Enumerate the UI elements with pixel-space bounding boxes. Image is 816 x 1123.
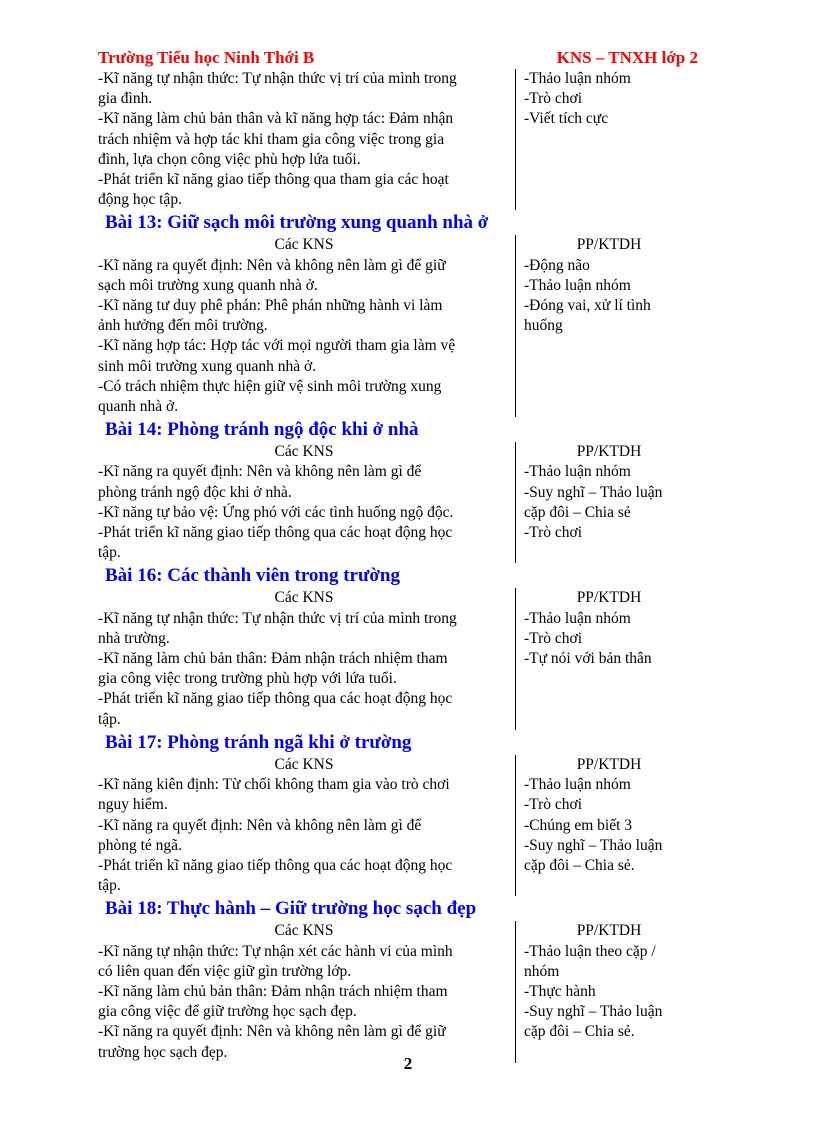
text-line: -Kĩ năng tự nhận thức: Tự nhận thức vị trí của mình trong [98, 70, 457, 87]
methods-column [516, 755, 694, 896]
text-line: quanh nhà ở. [98, 398, 179, 416]
text-line: gia đình. [98, 90, 153, 108]
text-line: cặp đôi – Chia sẻ. [524, 1023, 635, 1041]
text-line: sạch môi trường xung quanh nhà ở. [98, 276, 318, 294]
lesson-title: Bài 14: Phòng tránh ngộ độc khi ở nhà [105, 419, 419, 441]
lesson-section [98, 210, 708, 417]
text-line: -Động não [524, 256, 590, 274]
lesson-table-row [98, 755, 708, 896]
text-line: -Kĩ năng ra quyết định: Nên và không nên làm gì để giữ [98, 256, 446, 274]
text-line: cặp đôi – Chia sẻ. [524, 856, 635, 874]
methods-header: PP/KTDH [576, 755, 642, 773]
text-line: -Kĩ năng ra quyết định: Nên và không nên làm gì để [98, 463, 422, 481]
text-line: đình, lựa chọn công việc phù hợp lứa tuổi. [98, 150, 361, 168]
text-line: phòng té ngã. [98, 836, 182, 854]
text-line: huống [524, 317, 563, 335]
lesson-section [98, 730, 708, 896]
lesson-table-row [98, 588, 708, 729]
methods-header: PP/KTDH [576, 236, 642, 254]
text-line: -Kĩ năng ra quyết định: Nên và không nên làm gì để [98, 816, 422, 834]
methods-column [516, 588, 694, 729]
skills-header: Các KNS [274, 443, 334, 461]
text-line: động học tập. [98, 191, 182, 209]
skills-column [98, 921, 516, 1062]
skills-column [98, 235, 516, 417]
text-line: tập. [98, 544, 121, 562]
lesson-table-row [98, 442, 708, 563]
skills-header: Các KNS [274, 236, 334, 254]
skills-header: Các KNS [274, 922, 334, 940]
text-line: -Kĩ năng làm chủ bản thân: Đảm nhận trách nhiệm tham [98, 982, 448, 1000]
text-line: -Kĩ năng kiên định: Từ chối không tham gia vào trò chơi [98, 776, 450, 794]
text-line: -Trò chơi [524, 796, 583, 814]
text-line: -Kĩ năng làm chủ bản thân: Đảm nhận trách nhiệm tham [98, 650, 448, 668]
page-number: 2 [403, 1054, 413, 1073]
methods-header: PP/KTDH [576, 922, 642, 940]
text-line: phòng tránh ngộ độc khi ở nhà. [98, 483, 292, 501]
lesson-section [98, 417, 708, 563]
text-line: -Chúng em biết 3 [524, 816, 633, 834]
text-line: -Thảo luận nhóm [524, 776, 631, 794]
lesson-section [98, 563, 708, 729]
methods-column [516, 235, 694, 417]
text-line: -Kĩ năng làm chủ bản thân và kĩ năng hợp tác: Đảm nhận [98, 110, 454, 128]
methods-column [516, 921, 694, 1062]
lesson-table-row [98, 921, 708, 1062]
text-line: -Phát triển kĩ năng giao tiếp thông qua các hoạt động học [98, 690, 453, 708]
text-line: -Đóng vai, xử lí tình [524, 297, 651, 315]
methods-header: PP/KTDH [576, 589, 642, 607]
page-header [98, 47, 708, 69]
text-line: cặp đôi – Chia sẻ [524, 503, 631, 521]
skills-column [98, 755, 516, 896]
skills-header: Các KNS [274, 755, 334, 773]
skills-column [98, 69, 516, 210]
text-line: -Phát triển kĩ năng giao tiếp thông qua các hoạt động học [98, 856, 453, 874]
lesson-title: Bài 18: Thực hành – Giữ trường học sạch đẹp [105, 898, 477, 920]
lesson-title: Bài 13: Giữ sạch môi trường xung quanh nhà ở [105, 212, 489, 234]
text-line: -Kĩ năng tư duy phê phán: Phê phán những hành vi làm [98, 297, 443, 315]
text-line: -Kĩ năng tự bảo vệ: Ứng phó với các tình huống ngộ độc. [98, 503, 454, 521]
text-line: -Viết tích cực [524, 110, 609, 128]
text-line: -Suy nghĩ – Thảo luận [524, 483, 663, 501]
text-line: -Phát triển kĩ năng giao tiếp thông qua tham gia các hoạt [98, 171, 449, 189]
subject-label: KNS – TNXH lớp 2 [556, 48, 698, 67]
text-line: có liên quan đến việc giữ gìn trường lớp. [98, 962, 352, 980]
document-page [98, 47, 708, 1063]
text-line: -Tự nói với bản thân [524, 650, 652, 668]
school-name: Trường Tiểu học Ninh Thới B [98, 48, 315, 67]
text-line: nguy hiểm. [98, 796, 168, 814]
text-line: -Kĩ năng ra quyết định: Nên và không nên làm gì để giữ [98, 1023, 446, 1041]
text-line: nhóm [524, 962, 560, 980]
text-line: -Suy nghĩ – Thảo luận [524, 836, 663, 854]
lesson-section [98, 896, 708, 1062]
text-line: -Kĩ năng tự nhận thức: Tự nhận thức vị trí của mình trong [98, 609, 457, 627]
text-line: gia công việc trong trường phù hợp với lứa tuổi. [98, 670, 397, 688]
lesson-sections [98, 210, 708, 1062]
skills-header: Các KNS [274, 589, 334, 607]
skills-column [98, 442, 516, 563]
text-line: tập. [98, 710, 121, 728]
text-line: gia công việc để giữ trường học sạch đẹp. [98, 1003, 357, 1021]
text-line: trường học sạch đẹp. [98, 1043, 228, 1061]
text-line: -Kĩ năng tự nhận thức: Tự nhận xét các hành vi của mình [98, 942, 453, 960]
methods-column [516, 442, 694, 563]
text-line: tập. [98, 877, 121, 895]
text-line: -Trò chơi [524, 524, 583, 542]
lesson-table-row [98, 235, 708, 417]
methods-header: PP/KTDH [576, 443, 642, 461]
text-line: -Thực hành [524, 982, 596, 1000]
text-line: -Phát triển kĩ năng giao tiếp thông qua các hoạt động học [98, 524, 453, 542]
text-line: trách nhiệm và hợp tác khi tham gia công việc trong gia [98, 130, 445, 148]
text-line: ảnh hưởng đến môi trường. [98, 317, 268, 335]
lesson-title: Bài 16: Các thành viên trong trường [105, 565, 400, 587]
text-line: sinh môi trường xung quanh nhà ở. [98, 357, 317, 375]
text-line: -Kĩ năng hợp tác: Hợp tác với mọi người tham gia làm vệ [98, 337, 456, 355]
text-line: nhà trường. [98, 629, 170, 647]
text-line: -Trò chơi [524, 629, 583, 647]
text-line: -Thảo luận nhóm [524, 463, 631, 481]
text-line: -Thảo luận nhóm [524, 609, 631, 627]
text-line: -Trò chơi [524, 90, 583, 108]
text-line: -Có trách nhiệm thực hiện giữ vệ sinh môi trường xung [98, 377, 442, 395]
intro-block [98, 69, 708, 210]
skills-column [98, 588, 516, 729]
lesson-title: Bài 17: Phòng tránh ngã khi ở trường [105, 731, 412, 753]
text-line: -Thảo luận nhóm [524, 276, 631, 294]
text-line: -Thảo luận theo cặp / [524, 942, 656, 960]
text-line: -Thảo luận nhóm [524, 70, 631, 87]
text-line: -Suy nghĩ – Thảo luận [524, 1003, 663, 1021]
methods-column [516, 69, 694, 210]
